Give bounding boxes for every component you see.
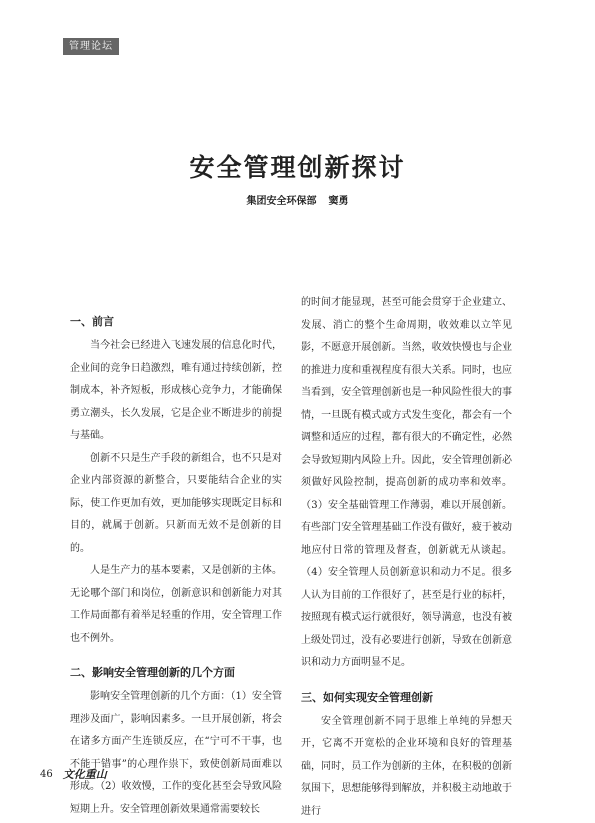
left-column bbox=[70, 309, 282, 821]
paragraph: 影响安全管理创新的几个方面：（1）安全管理涉及面广，影响因素多。一旦开展创新，将会在诸多方面产生连锁反应，在“宁可不干事，也不能干错事”的心理作祟下，致使创新局面难以形成。（2）收效慢，工作的变化甚至会导致风险短期上升。安全管理创新效果通常需要较长 bbox=[70, 686, 282, 821]
section-heading-3: 三、如何实现安全管理创新 bbox=[301, 685, 512, 711]
section-tag: 管理论坛 bbox=[63, 38, 119, 55]
byline-author: 窦勇 bbox=[329, 196, 349, 207]
article-title: 安全管理创新探讨 bbox=[0, 148, 595, 184]
paragraph: 安全管理创新不同于思维上单纯的异想天开，它离不开宽松的企业环境和良好的管理基础，同时，员工作为创新的主体，在积极的创新氛围下，思想能够得到解放，并积极主动地敢于进行 bbox=[301, 711, 512, 823]
paragraph: 创新不只是生产手段的新组合，也不只是对企业内部资源的新整合，只要能结合企业的实际，使工作更加有效，更加能够实现既定目标和目的，就属于创新。只新而无效不是创新的目的。 bbox=[70, 448, 282, 561]
paragraph: 人是生产力的基本要素，又是创新的主体。无论哪个部门和岗位，创新意识和创新能力对其工作局面都有着举足轻重的作用，安全管理工作也不例外。 bbox=[70, 560, 282, 650]
paragraph: 当今社会已经进入飞速发展的信息化时代，企业间的竞争日趋激烈，唯有通过持续创新，控制成本，补齐短板，形成核心竞争力，才能确保勇立潮头，长久发展，它是企业不断进步的前提与基础。 bbox=[70, 335, 282, 448]
magazine-brand-logo: 文化重山 bbox=[63, 766, 107, 782]
section-heading-2: 二、影响安全管理创新的几个方面 bbox=[70, 660, 282, 686]
byline bbox=[0, 192, 595, 207]
right-column bbox=[301, 292, 512, 823]
paragraph-continued: 的时间才能显现，甚至可能会贯穿于企业建立、发展、消亡的整个生命周期，收效难以立竿见影，不愿意开展创新。当然，收效快慢也与企业的推进力度和重视程度有很大关系。同时，也应当看到，安全管理创新也是一种风险性很大的事情，一旦既有模式或方式发生变化，都会有一个调整和适应的过程，都有很大的不确定性，必然会导致短期内风险上升。因此，安全管理创新必须做好风险控制，提高创新的成功率和效率。（3）安全基础管理工作薄弱，难以开展创新。有些部门安全管理基础工作没有做好，疲于被动地应付日常的管理及督查，创新就无从谈起。（4）安全管理人员创新意识和动力不足。很多人认为目前的工作很好了，甚至是行业的标杆，按照现有模式运行就很好，领导满意，也没有被上级处罚过，没有必要进行创新，导致在创新意识和动力方面明显不足。 bbox=[301, 292, 512, 675]
section-heading-1: 一、前言 bbox=[70, 309, 282, 335]
page-footer bbox=[40, 766, 107, 782]
page-number: 46 bbox=[40, 769, 53, 780]
byline-department: 集团安全环保部 bbox=[247, 196, 317, 207]
